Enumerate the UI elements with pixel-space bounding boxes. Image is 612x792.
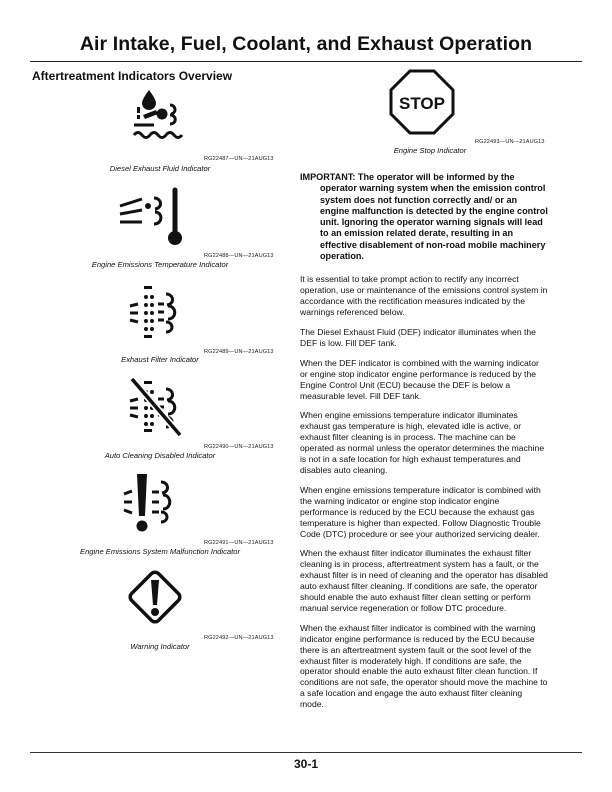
figure-code: RG22488—UN—21AUG13 [204, 253, 274, 259]
important-notice: IMPORTANT: The operator will be informed by the operator warning system when the emission control system does not function correctly and/ or an engine malfunction is detected by the engine control unit. Ignoring the operator warning signals will lead to an emission related derate, resulting in an effective disablement of non-road mobile machinery operation. [300, 172, 548, 262]
figure-code: RG22493—UN—21AUG13 [475, 139, 545, 145]
figure-code: RG22491—UN—21AUG13 [204, 540, 274, 546]
section-title: Aftertreatment Indicators Overview [32, 69, 233, 83]
paragraph: When the exhaust filter indicator illuminates the exhaust filter cleaning is in process, aftertreatment system has a fault, or the exhaust filter is in need of cleaning and the operator has disabled auto exhaust filter cleaning. If conditions are safe, the operator should enable the auto exhaust filter clean setting or perform manual service regeneration or follow DTC procedure. [300, 548, 548, 613]
engine-emissions-malfunction-icon [122, 470, 184, 536]
header-divider [30, 61, 582, 62]
paragraph: When the DEF indicator is combined with the warning indicator or engine stop indicator engine performance is reduced by the Engine Control Unit (ECU) because the DEF is below a measurable level. Fill DEF tank. [300, 357, 539, 401]
body-text-column [300, 172, 548, 710]
page-number: 30-1 [293, 757, 319, 771]
figure-caption: Engine Stop Indicator [393, 146, 467, 155]
footer-divider [30, 752, 582, 753]
stop-label: STOP [399, 94, 445, 113]
paragraph: When engine emissions temperature indicator is combined with the warning indicator or engine stop indicator engine performance is reduced by the ECU because the exhaust gas temperature is higher than expected. Follow Diagnostic Trouble Code (DTC) procedure or see your authorized servicing dealer. [300, 484, 541, 539]
figure-caption: Engine Emissions System Malfunction Indicator [80, 547, 240, 556]
figure-caption: Engine Emissions Temperature Indicator [91, 260, 229, 269]
paragraph: When the exhaust filter indicator is combined with the warning indicator engine performance is reduced by the ECU because there is an aftertreatment system fault or the soot level of the exhaust filter is moderately high. If conditions are safe, the operator should enable the auto exhaust filter clean function. If conditions are not safe, the operator should move the machine to a safe location and engage the auto exhaust filter cleaning mode. [300, 622, 548, 710]
paragraph: When engine emissions temperature indicator illuminates exhaust gas temperature is high, elevated idle is active, or exhaust filter cleaning is in process. The machine can be operated as normal unless the operator determines the machine is not in a safe location for high exhaust temperatures and disables auto cleaning. [300, 410, 545, 475]
figure-code: RG22489—UN—21AUG13 [204, 349, 274, 355]
diesel-exhaust-fluid-icon [132, 88, 184, 140]
paragraph: It is essential to take prompt action to rectify any incorrect operation, use or maintenance of the emissions control system in accordance with the rectification measures indicated by the warnings referenced below. [300, 274, 548, 318]
warning-icon [125, 567, 185, 627]
figure-code: RG22492—UN—21AUG13 [204, 635, 274, 641]
figure-caption: Diesel Exhaust Fluid Indicator [109, 164, 211, 173]
figure-code: RG22487—UN—21AUG13 [204, 156, 274, 162]
figure-caption: Warning Indicator [130, 642, 190, 651]
exhaust-filter-icon [128, 284, 186, 342]
figure-caption: Auto Cleaning Disabled Indicator [104, 451, 216, 460]
auto-cleaning-disabled-icon [128, 377, 186, 437]
engine-stop-icon [389, 69, 455, 135]
engine-emissions-temperature-icon [118, 182, 198, 252]
figure-caption: Exhaust Filter Indicator [121, 355, 199, 364]
paragraph: The Diesel Exhaust Fluid (DEF) indicator illuminates when the DEF is low. Fill DEF tank. [300, 327, 536, 348]
page-title: Air Intake, Fuel, Coolant, and Exhaust Operation [79, 33, 533, 55]
figure-code: RG22490—UN—21AUG13 [204, 444, 274, 450]
